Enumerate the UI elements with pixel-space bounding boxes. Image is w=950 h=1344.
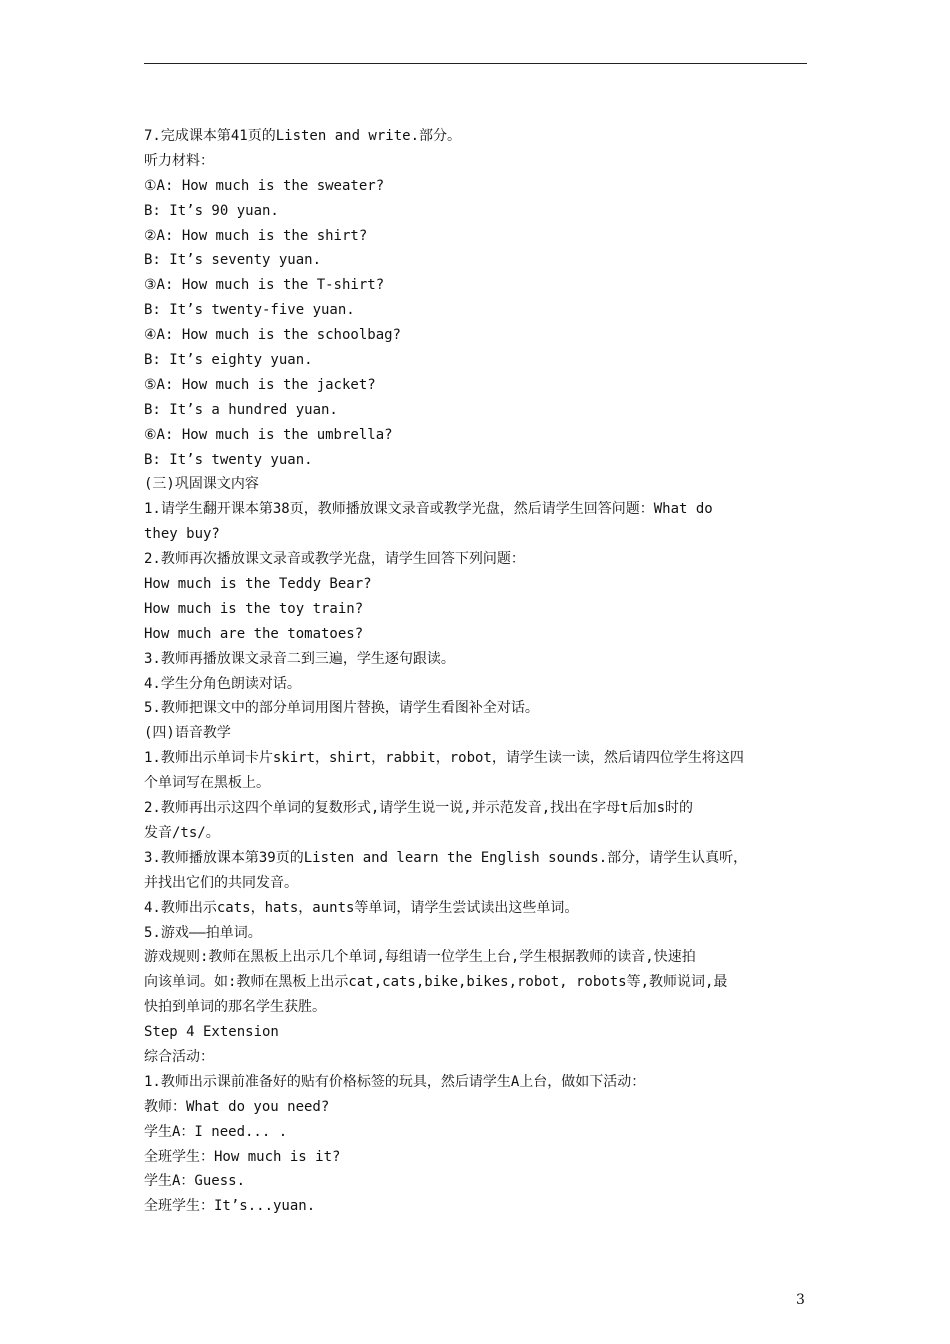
text-line: they buy? — [144, 526, 220, 543]
text-line: B: It’s seventy yuan. — [144, 252, 322, 269]
text-line: 发音/ts/。 — [144, 824, 220, 841]
text-line: 7.完成课本第41页的Listen and write.部分。 — [144, 128, 462, 144]
text-line: 5.游戏——拍单词。 — [144, 924, 262, 941]
text-line: B: It’s twenty-five yuan. — [144, 302, 355, 319]
text-line: B: It’s 90 yuan. — [144, 202, 279, 219]
text-line: 学生A：I need... . — [144, 1123, 288, 1140]
text-line: How much is the Teddy Bear? — [144, 576, 372, 593]
text-line: ③A: How much is the T-shirt? — [144, 277, 385, 294]
document-body — [144, 124, 807, 1219]
text-line: 向该单词。如:教师在黑板上出示cat,cats,bike,bikes,robot, robots等,教师说词,最 — [144, 974, 728, 991]
text-line: ④A: How much is the schoolbag? — [144, 327, 401, 344]
text-line: 1.请学生翻开课本第38页，教师播放课文录音或教学光盘，然后请学生回答问题：What do — [144, 501, 713, 518]
text-line: 4.教师出示cats，hats，aunts等单词，请学生尝试读出这些单词。 — [144, 899, 579, 916]
section-heading: (三)巩固课文内容 — [144, 476, 259, 493]
text-line: 全班学生：It’s...yuan. — [144, 1198, 316, 1215]
section-heading: (四)语音教学 — [144, 725, 231, 742]
text-line: 3.教师播放课本第39页的Listen and learn the English sounds.部分，请学生认真听， — [144, 849, 748, 866]
section-heading: Step 4 Extension — [144, 1024, 279, 1041]
text-line: 个单词写在黑板上。 — [144, 775, 270, 792]
header-rule — [144, 63, 807, 64]
text-line: How much is the toy train? — [144, 600, 364, 617]
text-line: 综合活动： — [144, 1048, 214, 1065]
text-line: 并找出它们的共同发音。 — [144, 874, 298, 891]
text-line: 2.教师再次播放课文录音或教学光盘，请学生回答下列问题： — [144, 551, 525, 568]
text-line: 1.教师出示单词卡片skirt，shirt，rabbit，robot，请学生读一读，然后请四位学生将这四 — [144, 750, 744, 767]
text-line: 全班学生：How much is it? — [144, 1148, 341, 1165]
text-line: 游戏规则:教师在黑板上出示几个单词,每组请一位学生上台,学生根据教师的读音,快速拍 — [144, 949, 696, 966]
text-line: ⑤A: How much is the jacket? — [144, 376, 376, 393]
text-line: 教师：What do you need? — [144, 1098, 330, 1115]
text-line: 4.学生分角色朗读对话。 — [144, 675, 301, 692]
page-number: 3 — [796, 1292, 805, 1308]
text-line: ⑥A: How much is the umbrella? — [144, 426, 393, 443]
text-line: B: It’s eighty yuan. — [144, 352, 313, 369]
text-line: 1.教师出示课前准备好的贴有价格标签的玩具，然后请学生A上台，做如下活动： — [144, 1073, 646, 1090]
text-line: ②A: How much is the shirt? — [144, 227, 368, 244]
text-line: B: It’s twenty yuan. — [144, 451, 313, 468]
text-line: 5.教师把课文中的部分单词用图片替换，请学生看图补全对话。 — [144, 700, 539, 717]
text-line: ①A: How much is the sweater? — [144, 177, 385, 194]
text-line: 听力材料： — [144, 152, 214, 169]
text-line: How much are the tomatoes? — [144, 625, 364, 642]
text-line: 快拍到单词的那名学生获胜。 — [144, 999, 326, 1016]
text-line: 2.教师再出示这四个单词的复数形式,请学生说一说,并示范发音,找出在字母t后加s时的 — [144, 800, 693, 817]
text-line: 3.教师再播放课文录音二到三遍，学生逐句跟读。 — [144, 650, 455, 667]
text-line: 学生A：Guess. — [144, 1173, 246, 1190]
text-line: B: It’s a hundred yuan. — [144, 401, 338, 418]
